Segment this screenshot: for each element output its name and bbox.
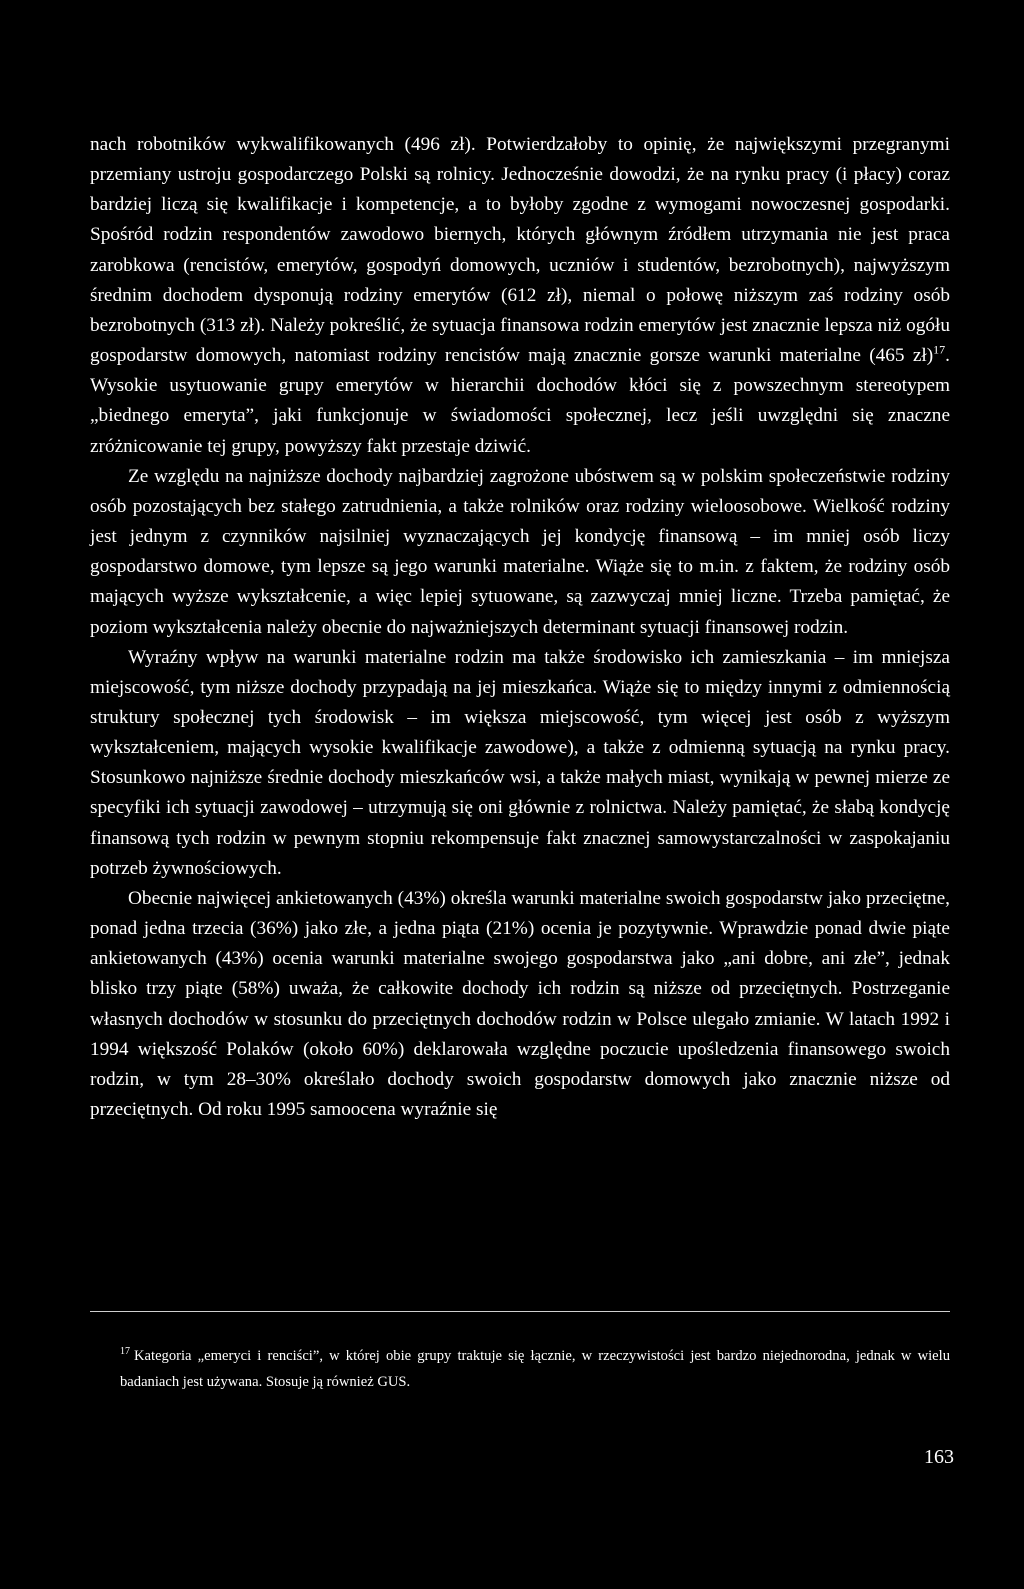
page-number: 163 [924, 1446, 954, 1468]
paragraph-1-text-before-footnote: nach robotników wykwalifikowanych (496 zł). Potwierdzałoby to opinię, że największymi przegranymi przemiany ustroju gospodarczego Polski są rolnicy. Jednocześnie dowodzi, że na rynku pracy (i płacy) coraz bardziej liczą się kwalifikacje i kompetencje, a to byłoby zgodne z wymogami nowoczesnej gospodarki. Spośród rodzin respondentów zawodowo biernych, których głównym źródłem utrzymania nie jest praca zarobkowa (rencistów, emerytów, gospodyń domowych, uczniów i studentów, bezrobotnych), najwyższym średnim dochodem dysponują rodziny emerytów (612 zł), niemal o połowę niższym zaś rodziny osób bezrobotnych (313 zł). Należy pokreślić, że sytuacja finansowa rodzin emerytów jest znacznie lepsza niż ogółu gospodarstw domowych, natomiast rodziny rencistów mają znacznie gorsze warunki materialne (465 zł) [90, 134, 950, 367]
paragraph-1 [90, 130, 950, 462]
paragraph-4: Obecnie najwięcej ankietowanych (43%) określa warunki materialne swoich gospodarstw jako przeciętne, ponad jedna trzecia (36%) jako złe, a jedna piąta (21%) ocenia je pozytywnie. Wprawdzie ponad dwie piąte ankietowanych (43%) ocenia warunki materialne swojego gospodarstwa jako „ani dobre, ani złe”, jednak blisko trzy piąte (58%) uważa, że całkowite dochody ich rodzin są niższe od przeciętnych. Postrzeganie własnych dochodów w stosunku do przeciętnych dochodów rodzin w Polsce ulegało zmianie. W latach 1992 i 1994 większość Polaków (około 60%) deklarowała względne poczucie upośledzenia finansowego swoich rodzin, w tym 28–30% określało dochody swoich gospodarstw domowych jako znacznie niższe od przeciętnych. Od roku 1995 samoocena wyraźnie się [90, 887, 950, 1120]
footnote [120, 1343, 950, 1395]
footnote-reference[interactable]: 17 [933, 342, 946, 357]
footnote-separator-rule [90, 1311, 950, 1312]
footnote-text: Kategoria „emeryci i renciści”, w której obie grupy traktuje się łącznie, w rzeczywistości jest bardzo niejednorodna, jednak w wielu badaniach jest używana. Stosuje ją również GUS. [120, 1348, 950, 1390]
body-text [90, 130, 950, 1125]
paragraph-2: Ze względu na najniższe dochody najbardziej zagrożone ubóstwem są w polskim społeczeństwie rodziny osób pozostających bez stałego zatrudnienia, a także rolników oraz rodziny wieloosobowe. Wielkość rodziny jest jednym z czynników najsilniej wyznaczających jej kondycję finansową – im mniej osób liczy gospodarstwo domowe, tym lepsze są jego warunki materialne. Wiąże się to m.in. z faktem, że rodziny osób mających wyższe wykształcenie, a więc lepiej sytuowane, są zazwyczaj mniej liczne. Trzeba pamiętać, że poziom wykształcenia należy obecnie do najważniejszych determinant sytuacji finansowej rodzin. [90, 465, 950, 638]
footnote-mark: 17 [120, 1346, 130, 1358]
paragraph-1-text-after-footnote: . Wysokie usytuowanie grupy emerytów w hierarchii dochodów kłóci się z powszechnym stereotypem „biednego emeryta”, jaki funkcjonuje w świadomości społecznej, lecz jeśli uwzględni się znaczne zróżnicowanie tej grupy, powyższy fakt przestaje dziwić. [90, 345, 950, 457]
paragraph-3: Wyraźny wpływ na warunki materialne rodzin ma także środowisko ich zamieszkania – im mniejsza miejscowość, tym niższe dochody przypadają na jej mieszkańca. Wiąże się to między innymi z odmiennością struktury społecznej tych środowisk – im większa miejscowość, tym więcej jest osób z wyższym wykształceniem, mających wysokie kwalifikacje zawodowe), a także z odmienną sytuacją na rynku pracy. Stosunkowo najniższe średnie dochody mieszkańców wsi, a także małych miast, wynikają w pewnej mierze ze specyfiki ich sytuacji zawodowej – utrzymują się oni głównie z rolnictwa. Należy pamiętać, że słabą kondycję finansową tych rodzin w pewnym stopniu rekompensuje fakt znacznej samowystarczalności w zaspokajaniu potrzeb żywnościowych. [90, 646, 950, 879]
